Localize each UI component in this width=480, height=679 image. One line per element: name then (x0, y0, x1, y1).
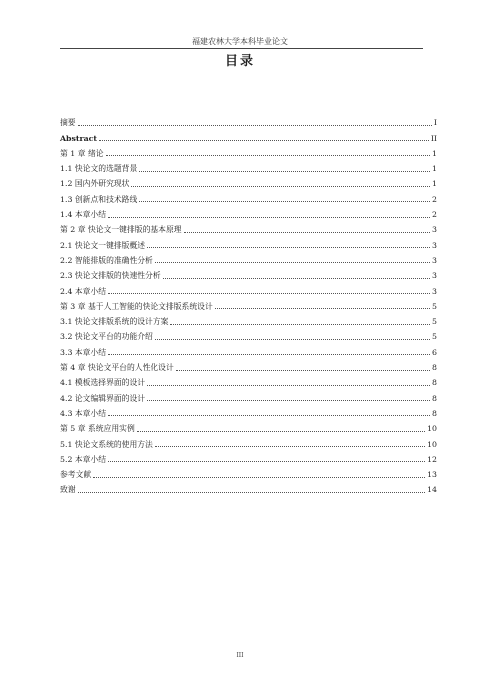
toc-entry-label: 致谢 (60, 485, 76, 495)
toc-leader-dots (108, 461, 425, 462)
toc-entry-page: 8 (432, 408, 437, 418)
toc-entry-label: 第 1 章 绪论 (60, 148, 104, 158)
toc-entry-page: 6 (432, 347, 437, 357)
toc-entry[interactable] (60, 250, 437, 265)
toc-entry-page: 5 (432, 317, 437, 327)
toc-entry-label: 2.1 快论文一键排版概述 (60, 240, 146, 250)
toc-leader-dots (108, 354, 430, 355)
toc-entry-label: 4.3 本章小结 (60, 408, 107, 418)
toc-entry-label: 4.2 论文编辑界面的设计 (60, 393, 146, 403)
toc-entry-page: 3 (432, 286, 437, 296)
toc-entry[interactable] (60, 326, 437, 341)
toc-entry[interactable] (60, 173, 437, 188)
toc-leader-dots (93, 477, 425, 478)
toc-leader-dots (78, 125, 432, 126)
toc-entry[interactable] (60, 341, 437, 356)
toc-entry[interactable] (60, 357, 437, 372)
toc-entry[interactable] (60, 433, 437, 448)
toc-entry-label: 4.1 模板选择界面的设计 (60, 378, 146, 388)
toc-leader-dots (139, 201, 430, 202)
toc-entry-page: I (433, 118, 437, 128)
toc-entry-label: 1.4 本章小结 (60, 210, 107, 220)
toc-entry-label: 2.4 本章小结 (60, 286, 107, 296)
toc-entry[interactable] (60, 112, 437, 127)
toc-entry[interactable] (60, 387, 437, 402)
header-divider (60, 48, 423, 49)
toc-entry-label: 3.2 快论文平台的功能介绍 (60, 332, 153, 342)
toc-entry-page: 3 (432, 271, 437, 281)
toc-leader-dots (137, 431, 425, 432)
toc-leader-dots (99, 140, 429, 141)
toc-entry-label: 第 3 章 基于人工智能的快论文排版系统设计 (60, 301, 213, 311)
toc-entry-page: 8 (432, 378, 437, 388)
toc-entry-page: 3 (432, 240, 437, 250)
toc-entry-label: 第 2 章 快论文一键排版的基本原理 (60, 225, 182, 235)
toc-entry[interactable] (60, 188, 437, 203)
page-header: 福建农林大学本科毕业论文 (192, 37, 288, 46)
toc-entry-label: 3.1 快论文排版系统的设计方案 (60, 317, 169, 327)
toc-leader-dots (155, 446, 425, 447)
toc-entry-page: 1 (432, 148, 437, 158)
toc-entry[interactable] (60, 234, 437, 249)
toc-entry-page: 14 (427, 485, 437, 495)
toc-leader-dots (163, 278, 430, 279)
toc-entry-label: 1.1 快论文的选题背景 (60, 164, 138, 174)
toc-leader-dots (176, 370, 430, 371)
toc-entry-page: 10 (427, 439, 437, 449)
toc-entry[interactable] (60, 418, 437, 433)
page-title: 目录 (224, 54, 255, 69)
toc-entry[interactable] (60, 464, 437, 479)
toc-leader-dots (147, 385, 430, 386)
toc-leader-dots (108, 293, 430, 294)
toc-leader-dots (170, 324, 430, 325)
toc-entry-page: 2 (432, 210, 437, 220)
toc-entry[interactable] (60, 479, 437, 494)
toc-entry-label: Abstract (60, 133, 98, 143)
toc-entry-label: 1.3 创新点和技术路线 (60, 194, 138, 204)
toc-entry-page: 8 (432, 393, 437, 403)
toc-leader-dots (108, 217, 430, 218)
toc-entry[interactable] (60, 403, 437, 418)
toc-entry-page: 5 (432, 332, 437, 342)
toc-leader-dots (215, 308, 430, 309)
toc-leader-dots (147, 400, 430, 401)
toc-entry-page: II (430, 133, 437, 143)
toc-entry[interactable] (60, 296, 437, 311)
toc-entry-label: 摘要 (60, 118, 76, 128)
toc-entry-page: 1 (432, 164, 437, 174)
toc-entry[interactable] (60, 280, 437, 295)
toc-entry-page: 13 (427, 470, 437, 480)
toc-entry-page: 10 (427, 424, 437, 434)
toc-entry[interactable] (60, 127, 437, 142)
toc-entry[interactable] (60, 143, 437, 158)
toc-entry-page: 5 (432, 301, 437, 311)
page-number: III (236, 652, 244, 659)
toc-leader-dots (184, 232, 430, 233)
toc-entry[interactable] (60, 311, 437, 326)
toc-entry-label: 2.3 快论文排版的快速性分析 (60, 271, 161, 281)
toc-leader-dots (131, 186, 430, 187)
toc-entry-label: 参考文献 (60, 470, 92, 480)
toc-leader-dots (106, 155, 430, 156)
toc-entry-label: 2.2 智能排版的准确性分析 (60, 255, 153, 265)
toc-entry[interactable] (60, 219, 437, 234)
toc-leader-dots (155, 339, 430, 340)
toc-entry-page: 3 (432, 225, 437, 235)
toc-entry[interactable] (60, 449, 437, 464)
toc-entry-label: 5.2 本章小结 (60, 454, 107, 464)
toc-leader-dots (108, 415, 430, 416)
toc-entry-page: 8 (432, 363, 437, 373)
toc-entry[interactable] (60, 265, 437, 280)
toc-entry-label: 1.2 国内外研究现状 (60, 179, 130, 189)
table-of-contents (60, 112, 437, 494)
toc-entry[interactable] (60, 204, 437, 219)
toc-leader-dots (147, 247, 430, 248)
toc-leader-dots (139, 171, 430, 172)
toc-entry[interactable] (60, 158, 437, 173)
toc-entry-page: 12 (427, 454, 437, 464)
toc-entry-page: 3 (432, 255, 437, 265)
toc-leader-dots (155, 262, 430, 263)
toc-entry-label: 第 5 章 系统应用实例 (60, 424, 135, 434)
toc-entry-label: 第 4 章 快论文平台的人性化设计 (60, 363, 174, 373)
toc-entry-label: 3.3 本章小结 (60, 347, 107, 357)
toc-entry-page: 1 (432, 179, 437, 189)
toc-entry-page: 2 (432, 194, 437, 204)
toc-leader-dots (78, 492, 425, 493)
toc-entry[interactable] (60, 372, 437, 387)
toc-entry-label: 5.1 快论文系统的使用方法 (60, 439, 153, 449)
